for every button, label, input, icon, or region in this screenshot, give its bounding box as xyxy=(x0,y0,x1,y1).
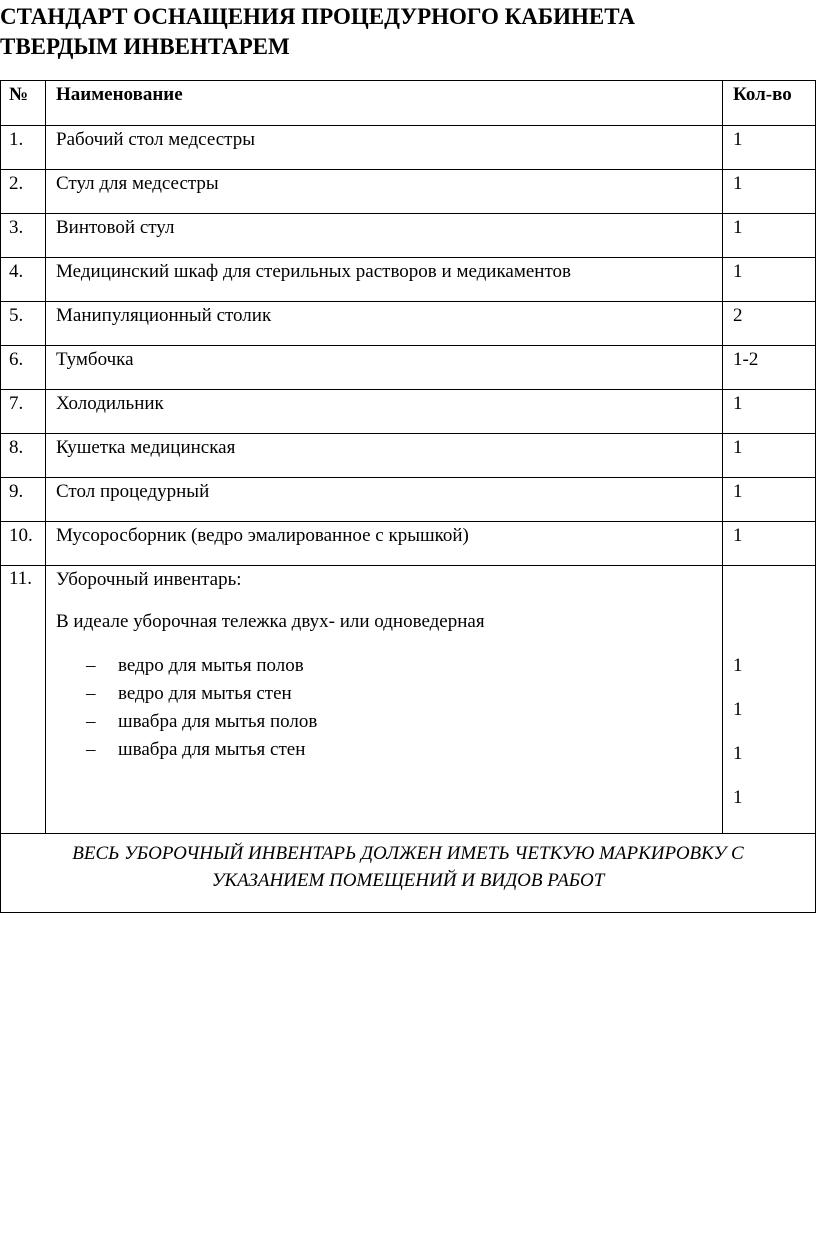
cleaning-subtitle: В идеале уборочная тележка двух- или одноведерная xyxy=(56,611,485,632)
list-item xyxy=(86,708,722,736)
dash-bullet: – xyxy=(86,739,96,760)
row-qty: 1-2 xyxy=(723,346,816,390)
table-row xyxy=(1,390,816,434)
page-title-line-1: СТАНДАРТ ОСНАЩЕНИЯ ПРОЦЕДУРНОГО КАБИНЕТА xyxy=(0,4,636,29)
row-qty: 1 xyxy=(723,258,816,302)
table-note-row xyxy=(1,834,816,913)
inventory-table xyxy=(0,80,816,913)
list-item xyxy=(86,652,722,680)
row-name: Тумбочка xyxy=(46,346,723,390)
row-num: 4. xyxy=(1,258,46,302)
row-num: 6. xyxy=(1,346,46,390)
list-item-qty: 1 xyxy=(733,655,743,676)
table-row xyxy=(1,346,816,390)
header-qty: Кол-во xyxy=(723,81,816,126)
cleaning-title: Уборочный инвентарь: xyxy=(56,569,242,590)
table-row xyxy=(1,522,816,566)
row-qty: 1 xyxy=(723,434,816,478)
list-item-qty: 1 xyxy=(733,743,743,764)
cleaning-item-list xyxy=(56,652,722,764)
row-qty: 1 xyxy=(723,170,816,214)
header-name: Наименование xyxy=(46,81,723,126)
row-num: 2. xyxy=(1,170,46,214)
row-name: Рабочий стол медсестры xyxy=(46,126,723,170)
row-num: 9. xyxy=(1,478,46,522)
row-qty: 1 xyxy=(723,390,816,434)
row-num: 11. xyxy=(1,566,46,834)
row-name: Стол процедурный xyxy=(46,478,723,522)
cleaning-qty-list xyxy=(733,655,815,809)
row-qty: 2 xyxy=(723,302,816,346)
row-name: Мусоросборник (ведро эмалированное с крышкой) xyxy=(46,522,723,566)
row-num: 10. xyxy=(1,522,46,566)
list-item-qty: 1 xyxy=(733,699,743,720)
row-num: 1. xyxy=(1,126,46,170)
table-row-cleaning xyxy=(1,566,816,834)
list-item-label: швабра для мытья полов xyxy=(118,711,318,732)
row-qty: 1 xyxy=(723,522,816,566)
row-num: 5. xyxy=(1,302,46,346)
page-title-line-2: ТВЕРДЫМ ИНВЕНТАРЕМ xyxy=(0,34,290,59)
row-num: 7. xyxy=(1,390,46,434)
list-item-label: ведро для мытья стен xyxy=(118,683,292,704)
table-row xyxy=(1,126,816,170)
row-name-cleaning xyxy=(46,566,723,834)
row-name: Стул для медсестры xyxy=(46,170,723,214)
dash-bullet: – xyxy=(86,683,96,704)
row-name: Винтовой стул xyxy=(46,214,723,258)
header-num: № xyxy=(1,81,46,126)
list-item-label: швабра для мытья стен xyxy=(118,739,306,760)
table-header-row xyxy=(1,81,816,126)
row-qty-cleaning xyxy=(723,566,816,834)
list-item-qty: 1 xyxy=(733,787,743,808)
row-num: 3. xyxy=(1,214,46,258)
row-qty: 1 xyxy=(723,126,816,170)
marking-note: ВЕСЬ УБОРОЧНЫЙ ИНВЕНТАРЬ ДОЛЖЕН ИМЕТЬ ЧЕТКУЮ МАРКИРОВКУ С УКАЗАНИЕМ ПОМЕЩЕНИЙ И ВИДОВ РАБОТ xyxy=(1,834,816,913)
row-num: 8. xyxy=(1,434,46,478)
list-item-label: ведро для мытья полов xyxy=(118,655,304,676)
table-row xyxy=(1,434,816,478)
row-name: Медицинский шкаф для стерильных растворов и медикаментов xyxy=(46,258,723,302)
row-name: Манипуляционный столик xyxy=(46,302,723,346)
row-qty: 1 xyxy=(723,214,816,258)
row-name: Кушетка медицинская xyxy=(46,434,723,478)
dash-bullet: – xyxy=(86,711,96,732)
table-row xyxy=(1,170,816,214)
table-row xyxy=(1,478,816,522)
row-qty: 1 xyxy=(723,478,816,522)
table-row xyxy=(1,302,816,346)
table-row xyxy=(1,214,816,258)
table-row xyxy=(1,258,816,302)
list-item xyxy=(86,680,722,708)
row-name: Холодильник xyxy=(46,390,723,434)
list-item xyxy=(86,736,722,764)
dash-bullet: – xyxy=(86,655,96,676)
